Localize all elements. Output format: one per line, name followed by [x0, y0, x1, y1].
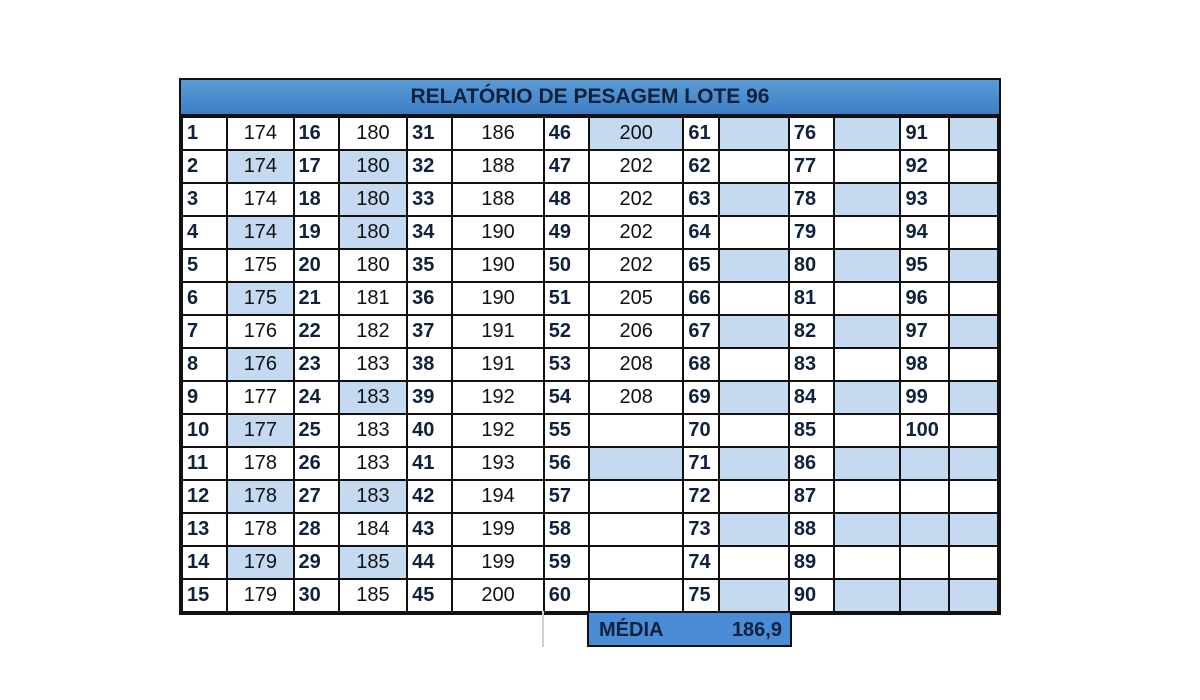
- item-number-cell: 12: [182, 480, 227, 513]
- item-number-cell: 6: [182, 282, 227, 315]
- weights-table-body: [182, 117, 998, 612]
- weight-value-cell[interactable]: [834, 249, 900, 282]
- item-number-cell: 36: [407, 282, 452, 315]
- weight-value-cell[interactable]: [719, 414, 789, 447]
- item-number-cell: 58: [544, 513, 589, 546]
- item-number-cell: 75: [683, 579, 718, 612]
- weight-value-cell[interactable]: [949, 216, 998, 249]
- item-number-cell: 27: [294, 480, 339, 513]
- item-number-cell: 10: [182, 414, 227, 447]
- weight-value-cell[interactable]: [719, 216, 789, 249]
- item-number-cell: 5: [182, 249, 227, 282]
- item-number-cell: 90: [789, 579, 834, 612]
- item-number-cell: 66: [683, 282, 718, 315]
- table-row: [182, 546, 998, 579]
- item-number-cell: 64: [683, 216, 718, 249]
- table-row: [182, 150, 998, 183]
- item-number-cell: 77: [789, 150, 834, 183]
- item-number-cell: 93: [900, 183, 948, 216]
- weight-value-cell[interactable]: [834, 315, 900, 348]
- item-number-cell: 68: [683, 348, 718, 381]
- weight-value-cell[interactable]: [719, 447, 789, 480]
- weight-value-cell[interactable]: [834, 150, 900, 183]
- weight-value-cell[interactable]: 183: [339, 381, 407, 414]
- item-number-cell: 94: [900, 216, 948, 249]
- item-number-cell: 3: [182, 183, 227, 216]
- weight-value-cell[interactable]: 186: [452, 117, 543, 150]
- item-number-cell: 33: [407, 183, 452, 216]
- weight-value-cell[interactable]: [949, 150, 998, 183]
- item-number-cell: 17: [294, 150, 339, 183]
- weight-value-cell[interactable]: [949, 414, 998, 447]
- item-number-cell: 78: [789, 183, 834, 216]
- weight-value-cell[interactable]: [949, 513, 998, 546]
- weight-value-cell[interactable]: 179: [227, 579, 293, 612]
- weight-value-cell[interactable]: [834, 414, 900, 447]
- average-label: MÉDIA: [599, 619, 664, 641]
- item-number-cell: 46: [544, 117, 589, 150]
- item-number-cell: 22: [294, 315, 339, 348]
- weight-value-cell[interactable]: 188: [452, 183, 543, 216]
- table-row: [182, 216, 998, 249]
- table-row: [182, 348, 998, 381]
- weight-value-cell[interactable]: [589, 579, 683, 612]
- weight-value-cell[interactable]: 191: [452, 315, 543, 348]
- item-number-cell: 82: [789, 315, 834, 348]
- item-number-cell: 18: [294, 183, 339, 216]
- weight-value-cell[interactable]: 175: [227, 282, 293, 315]
- item-number-cell: 47: [544, 150, 589, 183]
- item-number-cell: 31: [407, 117, 452, 150]
- weight-value-cell[interactable]: [949, 282, 998, 315]
- weight-value-cell[interactable]: 178: [227, 480, 293, 513]
- item-number-cell: 60: [544, 579, 589, 612]
- item-number-cell: 100: [900, 414, 948, 447]
- weight-value-cell[interactable]: [719, 183, 789, 216]
- item-number-cell: 21: [294, 282, 339, 315]
- average-value: 186,9: [731, 619, 782, 641]
- item-number-cell: 34: [407, 216, 452, 249]
- table-row: [182, 381, 998, 414]
- item-number-cell: 91: [900, 117, 948, 150]
- item-number-cell: 81: [789, 282, 834, 315]
- item-number-cell: 89: [789, 546, 834, 579]
- weight-value-cell[interactable]: 174: [227, 117, 293, 150]
- weight-value-cell[interactable]: 181: [339, 282, 407, 315]
- item-number-cell: 2: [182, 150, 227, 183]
- item-number-cell: 38: [407, 348, 452, 381]
- item-number-cell: 54: [544, 381, 589, 414]
- weight-value-cell[interactable]: 200: [452, 579, 543, 612]
- weight-value-cell[interactable]: 202: [589, 183, 683, 216]
- weight-value-cell[interactable]: [949, 579, 998, 612]
- weight-value-cell[interactable]: [719, 480, 789, 513]
- item-number-cell: 32: [407, 150, 452, 183]
- weight-value-cell[interactable]: 199: [452, 546, 543, 579]
- weight-value-cell[interactable]: [589, 414, 683, 447]
- weight-value-cell[interactable]: [719, 348, 789, 381]
- weight-value-cell[interactable]: [834, 117, 900, 150]
- item-number-cell: 95: [900, 249, 948, 282]
- weight-value-cell[interactable]: 192: [452, 414, 543, 447]
- item-number-cell: 51: [544, 282, 589, 315]
- weight-value-cell[interactable]: [719, 282, 789, 315]
- weight-value-cell[interactable]: 202: [589, 216, 683, 249]
- weight-value-cell[interactable]: [719, 381, 789, 414]
- item-number-cell: 35: [407, 249, 452, 282]
- weight-value-cell[interactable]: 190: [452, 216, 543, 249]
- item-number-cell: 13: [182, 513, 227, 546]
- item-number-cell: 14: [182, 546, 227, 579]
- table-row: [182, 480, 998, 513]
- table-row: [182, 282, 998, 315]
- weight-value-cell[interactable]: 174: [227, 150, 293, 183]
- weight-value-cell[interactable]: 183: [339, 447, 407, 480]
- item-number-cell: 55: [544, 414, 589, 447]
- item-number-cell: 63: [683, 183, 718, 216]
- item-number-cell: 30: [294, 579, 339, 612]
- weighing-report-sheet: [179, 78, 1001, 615]
- weight-value-cell[interactable]: [719, 117, 789, 150]
- item-number-cell: 45: [407, 579, 452, 612]
- table-row: [182, 183, 998, 216]
- item-number-cell: 11: [182, 447, 227, 480]
- item-number-cell: 62: [683, 150, 718, 183]
- item-number-cell: 26: [294, 447, 339, 480]
- weight-value-cell[interactable]: 176: [227, 315, 293, 348]
- weight-value-cell[interactable]: 178: [227, 447, 293, 480]
- item-number-cell: 96: [900, 282, 948, 315]
- item-number-cell: 67: [683, 315, 718, 348]
- weight-value-cell[interactable]: [589, 513, 683, 546]
- weight-value-cell[interactable]: [719, 150, 789, 183]
- item-number-cell: 87: [789, 480, 834, 513]
- item-number-cell: 53: [544, 348, 589, 381]
- weight-value-cell[interactable]: [719, 579, 789, 612]
- average-box: [587, 611, 792, 647]
- item-number-cell: 85: [789, 414, 834, 447]
- weight-value-cell[interactable]: 206: [589, 315, 683, 348]
- item-number-cell: 71: [683, 447, 718, 480]
- item-number-cell: [900, 579, 948, 612]
- weight-value-cell[interactable]: [949, 249, 998, 282]
- item-number-cell: 88: [789, 513, 834, 546]
- item-number-cell: 73: [683, 513, 718, 546]
- weight-value-cell[interactable]: 202: [589, 150, 683, 183]
- weight-value-cell[interactable]: 205: [589, 282, 683, 315]
- item-number-cell: 98: [900, 348, 948, 381]
- item-number-cell: 49: [544, 216, 589, 249]
- item-number-cell: 56: [544, 447, 589, 480]
- weight-value-cell[interactable]: [589, 480, 683, 513]
- weight-value-cell[interactable]: 185: [339, 546, 407, 579]
- weights-table: [181, 116, 999, 613]
- item-number-cell: 4: [182, 216, 227, 249]
- weight-value-cell[interactable]: 191: [452, 348, 543, 381]
- item-number-cell: 86: [789, 447, 834, 480]
- weight-value-cell[interactable]: [589, 546, 683, 579]
- item-number-cell: 84: [789, 381, 834, 414]
- table-row: [182, 447, 998, 480]
- item-number-cell: 24: [294, 381, 339, 414]
- weight-value-cell[interactable]: [949, 447, 998, 480]
- weight-value-cell[interactable]: 180: [339, 183, 407, 216]
- item-number-cell: 72: [683, 480, 718, 513]
- item-number-cell: 9: [182, 381, 227, 414]
- weight-value-cell[interactable]: 180: [339, 216, 407, 249]
- weight-value-cell[interactable]: 188: [452, 150, 543, 183]
- item-number-cell: 65: [683, 249, 718, 282]
- item-number-cell: 16: [294, 117, 339, 150]
- weight-value-cell[interactable]: [589, 447, 683, 480]
- weight-value-cell[interactable]: 183: [339, 414, 407, 447]
- weight-value-cell[interactable]: [834, 513, 900, 546]
- item-number-cell: 97: [900, 315, 948, 348]
- item-number-cell: [900, 480, 948, 513]
- weight-value-cell[interactable]: [949, 480, 998, 513]
- weight-value-cell[interactable]: [949, 315, 998, 348]
- weight-value-cell[interactable]: [719, 546, 789, 579]
- weight-value-cell[interactable]: 180: [339, 117, 407, 150]
- weight-value-cell[interactable]: [949, 348, 998, 381]
- weight-value-cell[interactable]: 200: [589, 117, 683, 150]
- weight-value-cell[interactable]: 183: [339, 348, 407, 381]
- report-title: RELATÓRIO DE PESAGEM LOTE 96: [181, 80, 999, 116]
- item-number-cell: 59: [544, 546, 589, 579]
- item-number-cell: [900, 546, 948, 579]
- table-row: [182, 513, 998, 546]
- table-row: [182, 117, 998, 150]
- item-number-cell: 20: [294, 249, 339, 282]
- item-number-cell: 29: [294, 546, 339, 579]
- weight-value-cell[interactable]: 177: [227, 381, 293, 414]
- item-number-cell: 61: [683, 117, 718, 150]
- weight-value-cell[interactable]: [834, 447, 900, 480]
- item-number-cell: 48: [544, 183, 589, 216]
- weight-value-cell[interactable]: [949, 546, 998, 579]
- weight-value-cell[interactable]: 180: [339, 150, 407, 183]
- weight-value-cell[interactable]: 193: [452, 447, 543, 480]
- item-number-cell: [900, 447, 948, 480]
- weight-value-cell[interactable]: [834, 546, 900, 579]
- item-number-cell: 69: [683, 381, 718, 414]
- weight-value-cell[interactable]: [834, 480, 900, 513]
- weight-value-cell[interactable]: 174: [227, 216, 293, 249]
- item-number-cell: 99: [900, 381, 948, 414]
- item-number-cell: 74: [683, 546, 718, 579]
- item-number-cell: 23: [294, 348, 339, 381]
- item-number-cell: 79: [789, 216, 834, 249]
- table-row: [182, 414, 998, 447]
- item-number-cell: 37: [407, 315, 452, 348]
- weight-value-cell[interactable]: 208: [589, 381, 683, 414]
- item-number-cell: 57: [544, 480, 589, 513]
- item-number-cell: 39: [407, 381, 452, 414]
- weight-value-cell[interactable]: [719, 315, 789, 348]
- weight-value-cell[interactable]: [834, 381, 900, 414]
- weight-value-cell[interactable]: 208: [589, 348, 683, 381]
- weight-value-cell[interactable]: 175: [227, 249, 293, 282]
- item-number-cell: 7: [182, 315, 227, 348]
- weight-value-cell[interactable]: [834, 183, 900, 216]
- item-number-cell: [900, 513, 948, 546]
- weight-value-cell[interactable]: [719, 249, 789, 282]
- weight-value-cell[interactable]: 190: [452, 282, 543, 315]
- item-number-cell: 25: [294, 414, 339, 447]
- item-number-cell: 28: [294, 513, 339, 546]
- item-number-cell: 42: [407, 480, 452, 513]
- item-number-cell: 44: [407, 546, 452, 579]
- weight-value-cell[interactable]: 202: [589, 249, 683, 282]
- weight-value-cell[interactable]: [834, 348, 900, 381]
- weight-value-cell[interactable]: [834, 579, 900, 612]
- item-number-cell: 70: [683, 414, 718, 447]
- weight-value-cell[interactable]: [834, 216, 900, 249]
- table-row: [182, 315, 998, 348]
- item-number-cell: 76: [789, 117, 834, 150]
- weight-value-cell[interactable]: 184: [339, 513, 407, 546]
- item-number-cell: 92: [900, 150, 948, 183]
- item-number-cell: 1: [182, 117, 227, 150]
- table-row: [182, 579, 998, 612]
- item-number-cell: 83: [789, 348, 834, 381]
- divider-line: [542, 611, 544, 647]
- item-number-cell: 8: [182, 348, 227, 381]
- item-number-cell: 19: [294, 216, 339, 249]
- item-number-cell: 41: [407, 447, 452, 480]
- weight-value-cell[interactable]: 192: [452, 381, 543, 414]
- weight-value-cell[interactable]: 178: [227, 513, 293, 546]
- item-number-cell: 40: [407, 414, 452, 447]
- weight-value-cell[interactable]: 183: [339, 480, 407, 513]
- weight-value-cell[interactable]: 199: [452, 513, 543, 546]
- weight-value-cell[interactable]: 176: [227, 348, 293, 381]
- weight-value-cell[interactable]: 182: [339, 315, 407, 348]
- item-number-cell: 80: [789, 249, 834, 282]
- weight-value-cell[interactable]: 190: [452, 249, 543, 282]
- weight-value-cell[interactable]: 179: [227, 546, 293, 579]
- weight-value-cell[interactable]: 174: [227, 183, 293, 216]
- weight-value-cell[interactable]: 177: [227, 414, 293, 447]
- weight-value-cell[interactable]: [949, 381, 998, 414]
- weight-value-cell[interactable]: [719, 513, 789, 546]
- weight-value-cell[interactable]: [834, 282, 900, 315]
- item-number-cell: 43: [407, 513, 452, 546]
- weight-value-cell[interactable]: 194: [452, 480, 543, 513]
- item-number-cell: 52: [544, 315, 589, 348]
- weight-value-cell[interactable]: [949, 117, 998, 150]
- weight-value-cell[interactable]: 185: [339, 579, 407, 612]
- item-number-cell: 15: [182, 579, 227, 612]
- table-row: [182, 249, 998, 282]
- weight-value-cell[interactable]: 180: [339, 249, 407, 282]
- item-number-cell: 50: [544, 249, 589, 282]
- weight-value-cell[interactable]: [949, 183, 998, 216]
